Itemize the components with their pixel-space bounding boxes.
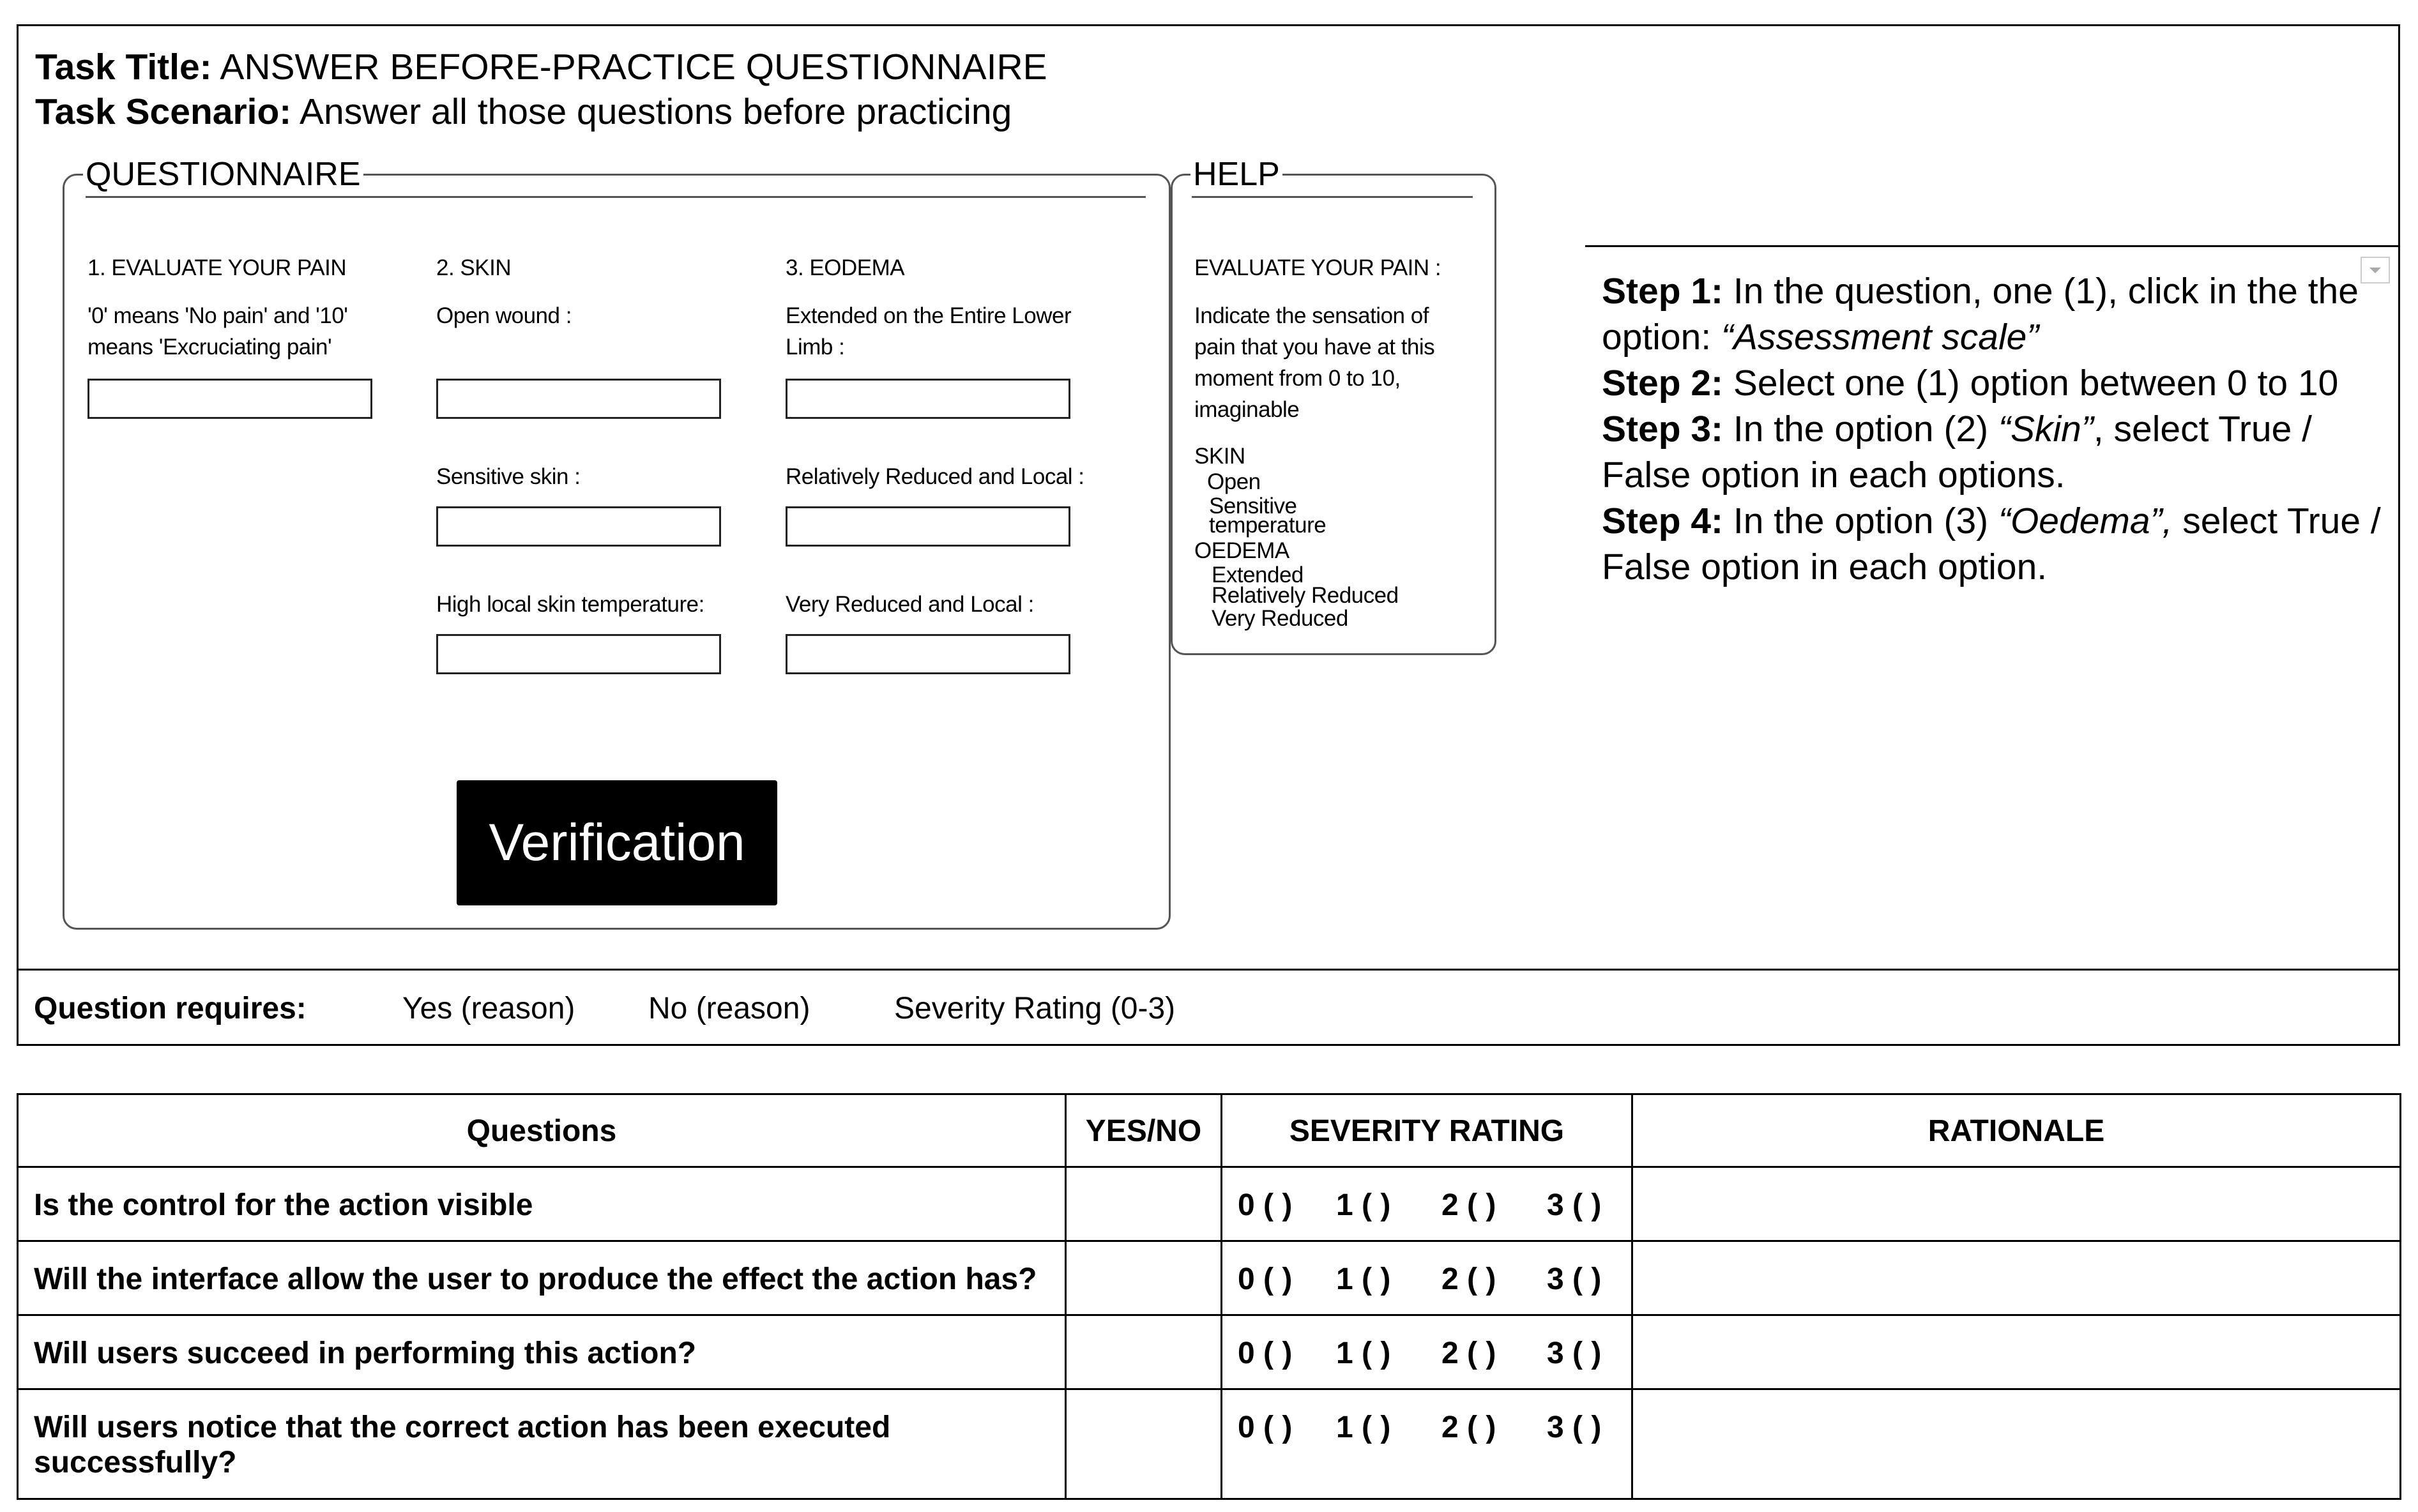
step-4: Step 4: In the option (3) “Oedema”, select True / False option in each option.	[1602, 501, 2381, 587]
requires-no: No (reason)	[648, 992, 810, 1025]
oedema-relatively-label: Relatively Reduced and Local :	[786, 464, 1084, 489]
table-rule-4	[17, 1388, 2401, 1390]
help-title: HELP	[1190, 155, 1282, 193]
sensitive-skin-input[interactable]	[436, 506, 721, 547]
top-box-bottom-border	[17, 1044, 2400, 1046]
questionnaire-title-underline	[86, 196, 1146, 198]
table-border-top	[17, 1093, 2401, 1095]
header-yes-no: YES/NO	[1085, 1114, 1202, 1148]
skin-temperature-input[interactable]	[436, 634, 721, 674]
help-pain-line1: Indicate the sensation of	[1194, 303, 1429, 328]
skin-temperature-label: High local skin temperature:	[436, 592, 704, 617]
table-border-bottom	[17, 1498, 2401, 1500]
rating-option-2[interactable]: 2 ( )	[1441, 1410, 1496, 1444]
table-col-rule-3	[1631, 1093, 1633, 1500]
help-skin-temperature: temperature	[1209, 513, 1327, 538]
help-oedema-heading: OEDEMA	[1194, 538, 1289, 563]
header-rationale: RATIONALE	[1928, 1114, 2105, 1148]
question-row-2: Will the interface allow the user to produce the effect the action has?	[34, 1262, 1037, 1296]
rating-option-1[interactable]: 1 ( )	[1336, 1188, 1391, 1222]
question-row-1: Is the control for the action visible	[34, 1188, 533, 1222]
oedema-extended-label-line1: Extended on the Entire Lower	[786, 303, 1072, 328]
help-pain-heading: EVALUATE YOUR PAIN :	[1194, 255, 1441, 280]
task-scenario-value: Answer all those questions before practicing	[291, 91, 1012, 132]
sensitive-skin-label: Sensitive skin :	[436, 464, 581, 489]
steps-panel	[1602, 268, 2387, 590]
rating-option-1[interactable]: 1 ( )	[1336, 1410, 1391, 1444]
oedema-very-input[interactable]	[786, 634, 1070, 674]
help-oedema-relatively: Relatively Reduced	[1212, 583, 1399, 608]
pain-description-line1: '0' means 'No pain' and '10'	[87, 303, 348, 328]
task-title	[35, 46, 1047, 88]
open-wound-label: Open wound :	[436, 303, 572, 328]
task-title-label: Task Title:	[35, 47, 212, 87]
rating-option-3[interactable]: 3 ( )	[1547, 1188, 1602, 1222]
pain-heading: 1. EVALUATE YOUR PAIN	[87, 255, 347, 280]
help-pain-line3: moment from 0 to 10,	[1194, 366, 1401, 391]
oedema-very-label: Very Reduced and Local :	[786, 592, 1034, 617]
help-skin-sensitive: Sensitive	[1209, 494, 1297, 518]
rating-option-2[interactable]: 2 ( )	[1441, 1188, 1496, 1222]
help-skin-heading: SKIN	[1194, 444, 1245, 469]
help-title-underline	[1192, 196, 1473, 198]
rating-option-1[interactable]: 1 ( )	[1336, 1262, 1391, 1296]
table-col-rule-2	[1220, 1093, 1222, 1500]
help-oedema-extended: Extended	[1212, 563, 1304, 587]
top-border-left	[17, 24, 1586, 26]
steps-top-border	[1585, 245, 2400, 247]
task-scenario-label: Task Scenario:	[35, 91, 292, 132]
task-scenario	[35, 91, 1012, 133]
rating-option-0[interactable]: 0 ( )	[1238, 1262, 1293, 1296]
rating-option-2[interactable]: 2 ( )	[1441, 1336, 1496, 1370]
top-box-divider-right	[1585, 969, 2400, 971]
question-row-4-line1: Will users notice that the correct action has been executed	[34, 1410, 891, 1444]
rating-option-2[interactable]: 2 ( )	[1441, 1262, 1496, 1296]
rating-option-0[interactable]: 0 ( )	[1238, 1336, 1293, 1370]
rating-option-0[interactable]: 0 ( )	[1238, 1410, 1293, 1444]
table-rule-3	[17, 1314, 2401, 1316]
requires-yes: Yes (reason)	[402, 992, 575, 1025]
skin-heading: 2. SKIN	[436, 255, 512, 280]
verification-button[interactable]: Verification	[457, 780, 777, 905]
table-rule-1	[17, 1166, 2401, 1168]
help-pain-line4: imaginable	[1194, 397, 1300, 422]
rating-option-3[interactable]: 3 ( )	[1547, 1262, 1602, 1296]
top-box-divider-left	[17, 969, 1586, 971]
help-pain-line2: pain that you have at this	[1194, 335, 1435, 359]
question-requires-label: Question requires:	[34, 992, 307, 1025]
question-row-3: Will users succeed in performing this action?	[34, 1336, 697, 1370]
rating-option-0[interactable]: 0 ( )	[1238, 1188, 1293, 1222]
table-rule-2	[17, 1240, 2401, 1242]
top-border-right	[1585, 24, 2400, 26]
header-severity-rating: SEVERITY RATING	[1289, 1114, 1565, 1148]
pain-description-line2: means 'Excruciating pain'	[87, 335, 332, 359]
task-title-value: ANSWER BEFORE-PRACTICE QUESTIONNAIRE	[211, 47, 1047, 87]
step-1: Step 1: In the question, one (1), click in the the option: “Assessment scale”	[1602, 271, 2359, 358]
step-2: Step 2: Select one (1) option between 0 to 10	[1602, 363, 2339, 404]
questionnaire-title: QUESTIONNAIRE	[83, 155, 363, 193]
table-col-rule-1	[1065, 1093, 1067, 1500]
requires-severity: Severity Rating (0-3)	[894, 992, 1176, 1025]
help-oedema-very: Very Reduced	[1212, 606, 1348, 631]
rating-option-3[interactable]: 3 ( )	[1547, 1410, 1602, 1444]
rating-option-3[interactable]: 3 ( )	[1547, 1336, 1602, 1370]
oedema-extended-input[interactable]	[786, 379, 1070, 419]
open-wound-input[interactable]	[436, 379, 721, 419]
step-3: Step 3: In the option (2) “Skin”, select True / False option in each options.	[1602, 409, 2312, 495]
help-skin-open: Open	[1207, 469, 1261, 494]
question-row-4-line2: successfully?	[34, 1446, 237, 1479]
oedema-extended-label-line2: Limb :	[786, 335, 845, 359]
pain-score-input[interactable]	[87, 379, 372, 419]
top-box-right-border	[2398, 24, 2400, 1046]
rating-option-1[interactable]: 1 ( )	[1336, 1336, 1391, 1370]
table-border-left	[17, 1093, 19, 1500]
oedema-relatively-input[interactable]	[786, 506, 1070, 547]
table-border-right	[2399, 1093, 2401, 1500]
oedema-heading: 3. EODEMA	[786, 255, 905, 280]
top-box-left-border	[17, 24, 19, 1046]
header-questions: Questions	[466, 1114, 617, 1148]
